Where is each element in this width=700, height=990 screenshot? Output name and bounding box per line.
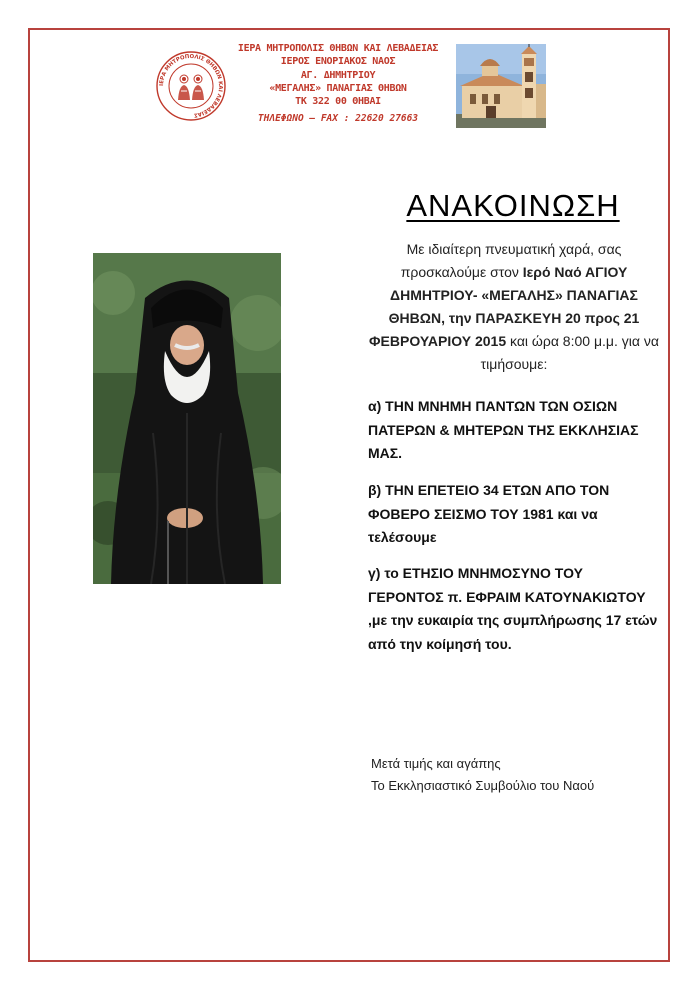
header-line-4: «ΜΕΓΑΛΗΣ» ΠΑΝΑΓΙΑΣ ΘΗΒΩΝ bbox=[269, 82, 407, 94]
invitation-text bbox=[363, 238, 665, 376]
church-photo bbox=[456, 44, 546, 128]
signature-line-2: Το Εκκλησιαστικό Συμβούλιο του Ναού bbox=[371, 778, 595, 793]
header-line-3: ΑΓ. ΔΗΜΗΤΡΙΟΥ bbox=[300, 69, 376, 81]
intro-event-details: Ιερό Ναό ΑΓΙΟΥ ΔΗΜΗΤΡΙΟΥ- «ΜΕΓΑΛΗΣ» ΠΑΝΑΓΙΑΣ ΘΗΒΩΝ, την ΠΑΡΑΣΚΕΥΗ 20 προς 21 ΦΕΒΡΟΥΑΡΙΟΥ 2015 bbox=[369, 264, 640, 349]
header-phone: ΤΗΛΕΦΩΝΟ – FAX : 22620 27663 bbox=[257, 113, 419, 125]
elder-portrait-photo bbox=[93, 253, 281, 584]
item-a-memory: α) ΤΗΝ ΜΝΗΜΗ ΠΑΝΤΩΝ ΤΩΝ ΟΣΙΩΝ ΠΑΤΕΡΩΝ & ΜΗΤΕΡΩΝ ΤΗΣ ΕΚΚΛΗΣΙΑΣ ΜΑΣ. bbox=[368, 398, 639, 461]
intro-text-1: Με ιδιαίτερη πνευματική χαρά, σας προσκαλούμε στον bbox=[400, 241, 622, 280]
signature-line-1: Μετά τιμής και αγάπης bbox=[371, 756, 501, 771]
intro-text-2: και ώρα 8:00 μ.μ. για να τιμήσουμε: bbox=[480, 333, 659, 372]
parish-header bbox=[232, 42, 444, 126]
header-line-1: ΙΕΡΑ ΜΗΤΡΟΠΟΛΙΣ ΘΗΒΩΝ ΚΑΙ ΛΕΒΑΔΕΙΑΣ bbox=[237, 43, 439, 54]
signature-block bbox=[371, 753, 661, 797]
svg-text:ΙΕΡΑ ΜΗΤΡΟΠΟΛΙΣ ΘΗΒΩΝ ΚΑΙ ΛΕΒΑ: ΙΕΡΑ ΜΗΤΡΟΠΟΛΙΣ ΘΗΒΩΝ ΚΑΙ ΛΕΒΑΔΕΙΑΣ bbox=[158, 53, 224, 118]
page-title: ΑΝΑΚΟΙΝΩΣΗ bbox=[406, 188, 620, 223]
header-line-5: ΤΚ 322 00 ΘΗΒΑΙ bbox=[295, 96, 381, 108]
item-b-earthquake: β) ΤΗΝ ΕΠΕΤΕΙΟ 34 ΕΤΩΝ ΑΠΟ ΤΟΝ ΦΟΒΕΡΟ ΣΕΙΣΜΟ ΤΟΥ 1981 και να τελέσουμε bbox=[368, 482, 610, 545]
header-line-2: ΙΕΡΟΣ ΕΝΟΡΙΑΚΟΣ ΝΑΟΣ bbox=[280, 56, 396, 68]
metropolis-seal-logo bbox=[155, 50, 227, 122]
item-c-memorial: γ) το ΕΤΗΣΙΟ ΜΝΗΜΟΣΥΝΟ ΤΟΥ ΓΕΡΟΝΤΟΣ π. ΕΦΡΑΙΜ ΚΑΤΟΥΝΑΚΙΩΤΟΥ ,με την ευκαιρία της συμπλήρωσης 17 ετών από την κοίμησή του. bbox=[368, 565, 658, 652]
